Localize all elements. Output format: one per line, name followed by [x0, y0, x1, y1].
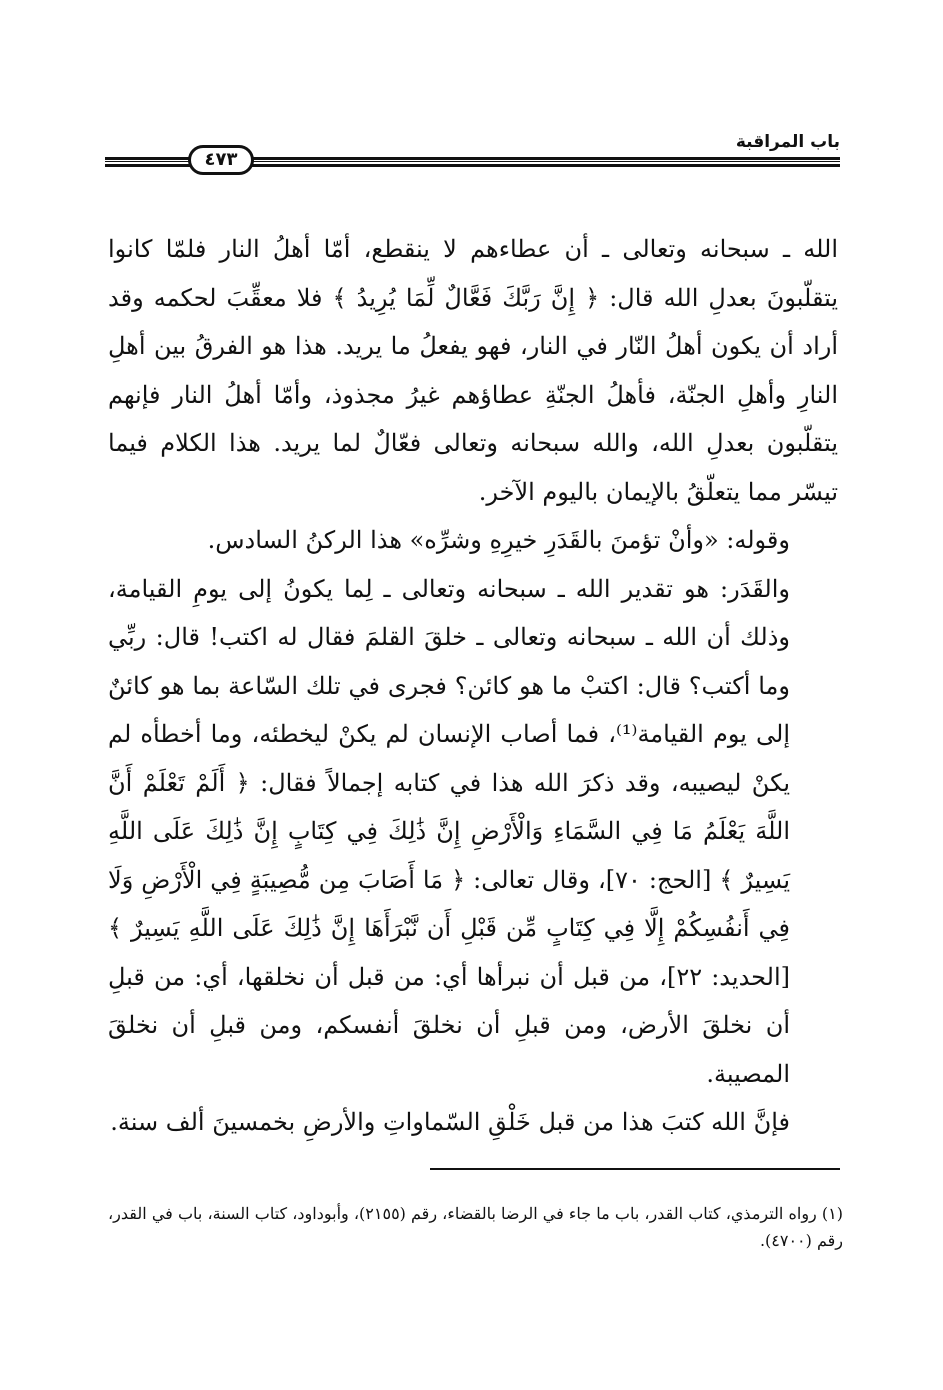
- paragraph: الله ـ سبحانه وتعالى ـ أن عطاءهم لا ينقطع، أمّا أهلُ النار فلمّا كانوا يتقلّبونَ بعدلِ الله قال: ﴿ إِنَّ رَبَّكَ فَعَّالٌ لِّمَا يُرِيدُ ﴾ فلا معقِّبَ لحكمه وقد أراد أن يكون أهلُ النّار في النار، فهو يفعلُ ما يريد. هذا هو الفرقُ بين أهلِ النارِ وأهلِ الجنّة، فأهلُ الجنّةِ عطاؤهم غيرُ مجذوذ، وأمّا أهلُ النار فإنهم يتقلّبون بعدلِ الله، والله سبحانه وتعالى فعّالٌ لما يريد. هذا الكلام فيما تيسّر مما يتعلّقُ بالإيمان باليوم الآخر.: [108, 235, 838, 506]
- page-number: ٤٧٣: [188, 145, 254, 175]
- paragraph: والقَدَر: هو تقدير الله ـ سبحانه وتعالى ـ لِما يكونُ إلى يومِ القيامة، وذلك أن الله ـ سبحانه وتعالى ـ خلقَ القلمَ فقال له اكتب! قال: ربِّي وما أكتب؟ قال: اكتبْ ما هو كائن؟ فجرى في تلك السّاعة بما هو كائنٌ إلى يوم القيامة⁽¹⁾، فما أصاب الإنسان لم يكنْ ليخطئه، وما أخطأه لم يكنْ ليصيبه، وقد ذكرَ الله هذا في كتابه إجمالاً فقال: ﴿ أَلَمْ تَعْلَمْ أَنَّ اللَّهَ يَعْلَمُ مَا فِي السَّمَاءِ وَالْأَرْضِ إِنَّ ذَٰلِكَ فِي كِتَابٍ إِنَّ ذَٰلِكَ عَلَى اللَّهِ يَسِيرٌ ﴾ [الحج: ٧٠]، وقال تعالى: ﴿ مَا أَصَابَ مِن مُّصِيبَةٍ فِي الْأَرْضِ وَلَا فِي أَنفُسِكُمْ إِلَّا فِي كِتَابٍ مِّن قَبْلِ أَن نَّبْرَأَهَا إِنَّ ذَٰلِكَ عَلَى اللَّهِ يَسِيرٌ ﴾ [الحديد: ٢٢]، من قبل أن نبرأها أي: من قبل أن نخلقها، أي: من قبلِ أن نخلقَ الأرض، ومن قبلِ أن نخلقَ أنفسكم، ومن قبلِ أن نخلقَ المصيبة.: [108, 574, 791, 1088]
- paragraph: وقوله: «وأنْ تؤمنَ بالقَدَرِ خيرِهِ وشرِّه» هذا الركنُ السادس.: [207, 526, 790, 554]
- page-header: [105, 118, 840, 178]
- paragraph: فإنَّ الله كتبَ هذا من قبل خَلْقِ السّماواتِ والأرضِ بخمسينَ ألف سنة.: [110, 1108, 790, 1136]
- footnote-divider: [430, 1168, 840, 1170]
- main-text: [108, 225, 838, 1147]
- footnote: (١) رواه الترمذي، كتاب القدر، باب ما جاء في الرضا بالقضاء، رقم (٢١٥٥)، وأبوداود، كتاب السنة، باب في القدر، رقم (٤٧٠٠).: [108, 1204, 843, 1250]
- chapter-title: باب المراقبة: [735, 132, 840, 152]
- footnotes: [108, 1200, 843, 1254]
